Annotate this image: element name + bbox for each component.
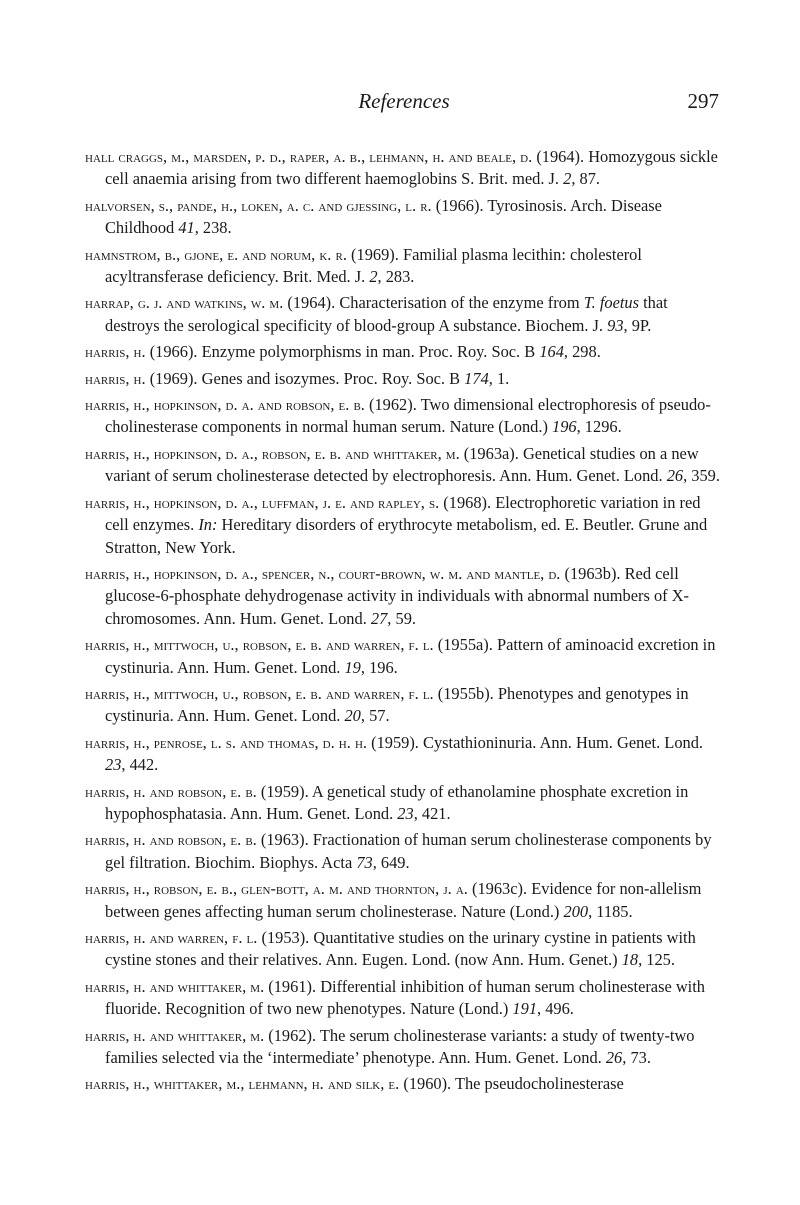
reference-volume: 200 — [563, 901, 589, 921]
reference-volume: 18 — [621, 950, 639, 970]
reference-entry — [85, 732, 725, 777]
reference-pages: , 496. — [537, 999, 574, 1019]
reference-pages: , 73. — [622, 1048, 651, 1068]
reference-entry — [85, 443, 725, 488]
reference-entry — [85, 927, 725, 972]
reference-year: (1959). — [260, 781, 309, 801]
reference-title: Characterisation of the enzyme from — [339, 293, 580, 313]
reference-authors: harrap, g. j. and watkins, w. m. — [85, 293, 284, 313]
reference-authors: harris, h., whittaker, m., lehmann, h. and silk, e. — [85, 1074, 400, 1094]
reference-entry — [85, 368, 725, 390]
reference-title: Electrophoretic variation in red cell enzymes. — [105, 492, 701, 535]
reference-volume: 164 — [539, 342, 564, 362]
reference-source: Ann. Hum. Genet. Lond. — [539, 732, 704, 752]
reference-pages: , 57. — [360, 706, 390, 726]
reference-entry — [85, 781, 725, 826]
reference-entry — [85, 878, 725, 923]
reference-authors: harris, h. and whittaker, m. — [85, 1025, 265, 1045]
reference-volume: 26 — [605, 1048, 623, 1068]
reference-pages: , 9P. — [623, 315, 652, 335]
reference-source: Ann. Hum. Genet. Lond. — [176, 706, 341, 726]
reference-pages: , 359. — [683, 466, 720, 486]
reference-year: (1963b). — [564, 563, 621, 583]
reference-year: (1961). — [268, 976, 317, 996]
reference-pages: , 442. — [121, 755, 159, 775]
reference-title: Cystathioninuria. — [423, 732, 537, 752]
reference-volume: 196 — [552, 417, 577, 437]
reference-title: The pseudocholinesterase — [454, 1074, 624, 1094]
reference-entry — [85, 292, 725, 337]
reference-entry — [85, 244, 725, 289]
reference-year: (1969). — [351, 244, 399, 264]
reference-authors: harris, h., mittwoch, u., robson, e. b. and warren, f. l. — [85, 635, 434, 655]
reference-year: (1969). — [149, 368, 198, 388]
reference-volume: 20 — [344, 706, 361, 726]
reference-title: Two dimensional electrophoresis of pseudo-cholinesterase components in normal human serum. — [105, 395, 711, 437]
reference-source: Biochim. Biophys. Acta — [194, 852, 353, 872]
reference-title: Pattern of aminoacid excretion in cystinuria. — [105, 635, 716, 677]
reference-pages: , 649. — [372, 852, 410, 872]
reference-volume: 191 — [512, 999, 538, 1019]
reference-title: Homozygous sickle cell anaemia arising from two different haemoglobins S. — [105, 147, 718, 189]
reference-pages: , 196. — [360, 657, 398, 677]
reference-authors: harris, h. and warren, f. l. — [85, 928, 258, 947]
reference-year: (1964). — [287, 293, 336, 313]
reference-volume: 2 — [563, 169, 572, 189]
reference-year: (1953). — [261, 928, 310, 947]
reference-title: Tyrosinosis. — [487, 195, 567, 215]
reference-year: (1960). — [403, 1074, 452, 1094]
reference-year: (1962). — [369, 395, 417, 415]
reference-entry — [85, 341, 725, 363]
reference-title: Phenotypes and genotypes in cystinuria. — [105, 683, 689, 726]
reference-source: Proc. Roy. Soc. B — [343, 368, 461, 388]
reference-title: Evidence for non-allelism between genes affecting human serum cholinesterase. — [105, 879, 702, 921]
reference-year: (1968). — [443, 492, 492, 512]
reference-list — [85, 146, 725, 1100]
reference-source: Ann. Hum. Genet. Lond. — [438, 1048, 602, 1068]
reference-title: Familial plasma lecithin: cholesterol acyltransferase deficiency. — [105, 244, 642, 287]
reference-source: Hereditary disorders of erythrocyte metabolism, ed. E. Beutler. Grune and Stratton, New York. — [105, 515, 708, 557]
reference-entry — [85, 1073, 725, 1095]
reference-in-label: In: — [198, 515, 218, 535]
reference-entry — [85, 829, 725, 874]
reference-authors: harris, h., hopkinson, d. a., robson, e. b. and whittaker, m. — [85, 443, 460, 463]
reference-entry — [85, 492, 725, 559]
reference-year: (1962). — [268, 1025, 317, 1045]
reference-pages: , 238. — [194, 218, 232, 238]
reference-year: (1963c). — [472, 879, 528, 899]
reference-title-rest: that destroys the serological specificity of blood-group A substance. — [105, 293, 668, 335]
reference-authors: hall craggs, m., marsden, p. d., raper, a. b., lehmann, h. and beale, d. — [85, 147, 533, 166]
reference-entry — [85, 1025, 725, 1070]
reference-title: Fractionation of human serum cholinesterase components by gel filtration. — [105, 830, 712, 872]
reference-volume: 26 — [666, 466, 684, 486]
reference-source: Ann. Hum. Genet. Lond. — [203, 608, 367, 628]
reference-authors: harris, h., hopkinson, d. a., luffman, j. e. and rapley, s. — [85, 492, 440, 512]
reference-source: Nature (Lond.) — [461, 901, 560, 921]
reference-title-italic: T. foetus — [583, 293, 639, 313]
reference-authors: harris, h., robson, e. b., glen-bott, a. m. and thornton, j. a. — [85, 879, 468, 899]
reference-source: Proc. Roy. Soc. B — [418, 342, 536, 362]
reference-volume: 174 — [464, 368, 489, 388]
reference-source: Ann. Eugen. Lond. (now Ann. Hum. Genet.) — [325, 950, 618, 970]
reference-authors: harris, h., mittwoch, u., robson, e. b. and warren, f. l. — [85, 683, 434, 703]
reference-volume: 23 — [397, 803, 414, 823]
reference-source: Ann. Hum. Genet. Lond. — [176, 657, 341, 677]
reference-volume: 23 — [105, 755, 122, 775]
reference-title: Genetical studies on a new variant of serum cholinesterase detected by electrophoresis. — [105, 443, 699, 486]
reference-pages: , 1296. — [576, 417, 622, 437]
reference-title: A genetical study of ethanolamine phosphate excretion in hypophosphatasia. — [105, 781, 689, 823]
reference-volume: 2 — [369, 267, 378, 287]
reference-source: Ann. Hum. Genet. Lond. — [499, 466, 663, 486]
reference-entry — [85, 394, 725, 439]
reference-entry — [85, 683, 725, 728]
reference-entry — [85, 634, 725, 679]
reference-pages: , 59. — [387, 608, 416, 628]
reference-pages: , 298. — [563, 342, 601, 362]
reference-source: Nature (Lond.) — [410, 999, 509, 1019]
reference-entry — [85, 146, 725, 191]
reference-pages: , 125. — [638, 950, 675, 970]
reference-source: Ann. Hum. Genet. Lond. — [229, 803, 394, 823]
reference-volume: 73 — [356, 852, 373, 872]
reference-authors: halvorsen, s., pande, h., loken, a. c. and gjessing, l. r. — [85, 195, 432, 215]
reference-year: (1963). — [260, 830, 309, 850]
reference-volume: 27 — [370, 608, 388, 628]
reference-authors: harris, h. — [85, 342, 146, 362]
reference-title: Red cell glucose-6-phosphate dehydrogenase activity in individuals with abnormal numbers of X-chromosomes. — [105, 563, 690, 628]
reference-title: Enzyme polymorphisms in man. — [201, 342, 415, 362]
reference-year: (1963a). — [463, 443, 519, 463]
reference-pages: , 283. — [377, 267, 415, 287]
reference-title: Genes and isozymes. — [201, 368, 340, 388]
reference-title: Differential inhibition of human serum cholinesterase with fluoride. Recognition of two new phenotypes. — [105, 976, 705, 1019]
reference-title: The serum cholinesterase variants: a study of twenty-two families selected via the ‘intermediate’ phenotype. — [105, 1025, 695, 1068]
reference-title: Quantitative studies on the urinary cystine in patients with cystine stones and their relatives. — [105, 928, 696, 970]
reference-volume: 19 — [344, 657, 361, 677]
reference-authors: harris, h. and robson, e. b. — [85, 781, 257, 801]
reference-source: Arch. Disease Childhood — [105, 195, 662, 238]
reference-authors: harris, h., hopkinson, d. a. and robson, e. b. — [85, 395, 365, 415]
reference-pages: , 421. — [413, 803, 451, 823]
reference-pages: , 1185. — [588, 901, 633, 921]
reference-entry — [85, 195, 725, 240]
reference-volume: 93 — [607, 315, 624, 335]
reference-source: Brit. med. J. — [478, 169, 559, 189]
reference-authors: hamnstrom, b., gjone, e. and norum, k. r. — [85, 244, 347, 264]
reference-authors: harris, h. and whittaker, m. — [85, 976, 265, 996]
reference-authors: harris, h., hopkinson, d. a., spencer, n., court-brown, w. m. and mantle, d. — [85, 563, 561, 583]
reference-year: (1959). — [371, 732, 419, 752]
reference-year: (1955b). — [437, 683, 494, 703]
reference-authors: harris, h. — [85, 368, 146, 388]
running-head — [85, 88, 723, 118]
reference-pages: , 1. — [488, 368, 510, 388]
reference-entry — [85, 976, 725, 1021]
reference-year: (1964). — [536, 147, 585, 166]
reference-volume: 41 — [178, 218, 195, 238]
page-title: References — [358, 89, 450, 113]
reference-source: Nature (Lond.) — [449, 417, 548, 437]
reference-pages: , 87. — [571, 169, 600, 189]
reference-year: (1955a). — [437, 635, 493, 655]
reference-source: Brit. Med. J. — [282, 267, 366, 287]
reference-authors: harris, h., penrose, l. s. and thomas, d. h. h. — [85, 732, 367, 752]
reference-authors: harris, h. and robson, e. b. — [85, 830, 257, 850]
reference-year: (1966). — [149, 342, 198, 362]
page-number: 297 — [687, 89, 719, 113]
reference-source: Biochem. J. — [525, 315, 604, 335]
reference-entry — [85, 563, 725, 630]
reference-year: (1966). — [435, 195, 484, 215]
